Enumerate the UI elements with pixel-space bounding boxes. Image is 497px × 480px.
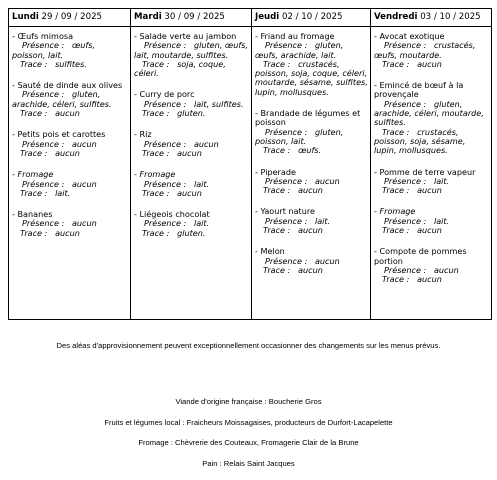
presence-label: Présence : [144,178,187,189]
trace-label: Trace : [142,58,170,69]
meat-origin: Viande d'origine française : Boucherie Gros [175,397,322,406]
day-header-friday: Vendredi 03 / 10 / 2025 [371,9,492,27]
presence-label: Présence : [265,40,308,51]
presence-value: lait, sulfites. [193,98,244,109]
dish-item [12,32,128,69]
trace-label: Trace : [263,145,291,156]
dish-item [255,32,368,97]
trace-value: aucun [417,185,442,196]
dish-name: - Œufs mimosa [12,31,74,41]
presence-value: lait. [193,218,210,229]
presence-label: Présence : [265,126,308,137]
day-header-thursday: Jeudi 02 / 10 / 2025 [252,9,371,27]
trace-value: aucun [298,264,323,275]
dish-name: - Fromage [12,169,54,180]
dish-item [374,81,489,155]
supply-notice: Des aléas d'approvisionnement peuvent exceptionnellement occasionner des changements sur les menus prévus. [56,341,441,350]
presence-value: lait. [433,175,450,186]
trace-label: Trace : [20,147,48,158]
menu-header-row [9,9,492,27]
allergen-presence [12,90,128,109]
dish-name: - Petits pois et carottes [12,129,106,140]
presence-label: Présence : [144,218,187,229]
trace-label: Trace : [20,187,48,198]
allergen-trace [255,226,368,235]
dish-name: - Brandade de légumes et poisson [255,108,361,128]
trace-label: Trace : [142,227,170,238]
dish-item [255,247,368,275]
presence-label: Présence : [22,218,65,229]
dish-name: - Compote de pommes portion [374,246,467,266]
presence-label: Présence : [384,98,427,109]
presence-value: gluten, poisson, lait. [255,126,344,146]
allergen-presence [255,41,368,60]
presence-value: lait. [193,178,210,189]
allergen-trace [255,266,368,275]
dish-name: - Fromage [374,206,416,217]
dish-item [134,32,249,78]
presence-label: Présence : [144,138,187,149]
trace-label: Trace : [382,274,410,285]
fruits-vegetables-source: Fruits et légumes local : Fraicheurs Moissagaises, producteurs de Durfort-Lacapelette [104,418,393,427]
trace-value: aucun [298,185,323,196]
dish-name: - Emincé de bœuf à la provençale [374,80,464,100]
presence-label: Présence : [144,98,187,109]
allergen-trace [12,229,128,238]
trace-value: aucun [298,225,323,236]
cheese-source: Fromage : Chèvrerie des Couteaux, Fromagerie Clair de la Brune [138,438,359,447]
dish-name: - Friand au fromage [255,31,335,41]
allergen-trace [255,186,368,195]
dish-name: - Melon [255,246,285,257]
presence-label: Présence : [384,40,427,51]
dish-item [134,210,249,238]
trace-label: Trace : [263,225,291,236]
presence-label: Présence : [265,255,308,266]
dish-name: - Curry de porc [134,89,195,100]
presence-label: Présence : [384,215,427,226]
dish-name: - Bananes [12,209,53,220]
allergen-trace [134,149,249,158]
allergen-trace [12,60,128,69]
presence-value: aucun [71,138,97,149]
dish-name: - Pomme de terre vapeur [374,166,476,177]
presence-value: crustacés, œufs, moutarde. [374,40,476,60]
allergen-presence [12,41,128,60]
presence-value: aucun [71,178,97,189]
dish-item [12,210,128,238]
trace-value: aucun [55,147,80,158]
day-column-thursday [252,27,371,320]
trace-value: aucun [417,58,442,69]
allergen-presence [134,41,249,60]
presence-value: gluten, arachide, céleri, moutarde, sulfites. [374,98,484,128]
presence-value: aucun [433,264,459,275]
trace-value: œufs. [298,145,322,156]
trace-label: Trace : [382,58,410,69]
presence-value: gluten, œufs, lait, moutarde, sulfites. [134,40,249,60]
allergen-presence [374,41,489,60]
presence-label: Présence : [144,40,187,51]
trace-label: Trace : [20,108,48,119]
dish-item [255,109,368,155]
dish-item [134,170,249,198]
dish-name: - Sauté de dinde aux olives [12,80,123,91]
allergen-trace [12,109,128,118]
trace-value: aucun [417,274,442,285]
allergen-trace [374,60,489,69]
weekly-menu-table [8,8,492,320]
allergen-trace [255,60,368,97]
dish-name: - Riz [134,129,152,140]
trace-label: Trace : [382,225,410,236]
dish-name: - Yaourt nature [255,206,315,217]
allergen-trace [374,275,489,284]
trace-value: gluten. [177,227,206,238]
day-header-monday: Lundi 29 / 09 / 2025 [9,9,131,27]
dish-name: - Salade verte au jambon [134,31,237,41]
trace-label: Trace : [20,227,48,238]
allergen-trace [134,189,249,198]
menu-body-row [9,27,492,320]
presence-value: lait. [433,215,450,226]
presence-label: Présence : [265,215,308,226]
dish-item [134,130,249,158]
dish-item [374,32,489,69]
dish-name: - Avocat exotique [374,31,445,41]
bread-source: Pain : Relais Saint Jacques [202,459,295,468]
day-header-tuesday: Mardi 30 / 09 / 2025 [131,9,252,27]
dish-item [134,90,249,118]
presence-value: lait. [314,215,331,226]
trace-value: sulfites. [55,58,87,69]
allergen-presence [374,100,489,128]
presence-value: gluten, œufs, arachide, lait. [255,40,344,60]
trace-value: soja, coque, céleri. [134,58,226,79]
dish-item [12,81,128,118]
trace-value: aucun [177,187,202,198]
trace-label: Trace : [142,108,170,119]
presence-label: Présence : [384,264,427,275]
presence-label: Présence : [22,138,65,149]
presence-value: aucun [193,138,219,149]
day-column-monday [9,27,131,320]
allergen-trace [134,109,249,118]
trace-value: aucun [177,147,202,158]
trace-label: Trace : [382,185,410,196]
day-column-tuesday [131,27,252,320]
allergen-trace [374,186,489,195]
presence-label: Présence : [384,175,427,186]
allergen-presence [255,128,368,147]
trace-label: Trace : [263,185,291,196]
allergen-trace [134,229,249,238]
trace-label: Trace : [382,126,410,137]
dish-name: - Fromage [134,169,176,180]
dish-name: - Piperade [255,166,296,177]
allergen-trace [12,189,128,198]
presence-label: Présence : [22,178,65,189]
dish-item [374,247,489,284]
dish-name: - Liégeois chocolat [134,209,210,220]
dish-item [12,130,128,158]
trace-value: crustacés, poisson, soja, coque, céleri, moutarde, sésame, sulfites, lupin, mollusques. [255,58,368,97]
trace-value: aucun [55,108,80,119]
presence-value: aucun [71,218,97,229]
allergen-trace [134,60,249,79]
trace-value: lait. [55,187,71,198]
allergen-trace [255,146,368,155]
trace-value: gluten. [177,108,206,119]
dish-item [12,170,128,198]
trace-value: aucun [417,225,442,236]
trace-label: Trace : [20,58,48,69]
presence-label: Présence : [22,89,65,100]
trace-value: aucun [55,227,80,238]
presence-value: aucun [314,255,340,266]
dish-item [255,168,368,196]
trace-label: Trace : [263,264,291,275]
presence-label: Présence : [22,40,65,51]
dish-item [255,207,368,235]
allergen-trace [374,128,489,156]
dish-item [374,207,489,235]
presence-label: Présence : [265,175,308,186]
presence-value: gluten, arachide, céleri, sulfites. [12,89,112,109]
dish-item [374,168,489,196]
allergen-trace [12,149,128,158]
trace-label: Trace : [263,58,291,69]
presence-value: aucun [314,175,340,186]
trace-label: Trace : [142,187,170,198]
presence-value: œufs, poisson, lait. [12,40,96,60]
trace-value: crustacés, poisson, soja, sésame, lupin, mollusques. [374,126,466,156]
trace-label: Trace : [142,147,170,158]
allergen-trace [374,226,489,235]
day-column-friday [371,27,492,320]
